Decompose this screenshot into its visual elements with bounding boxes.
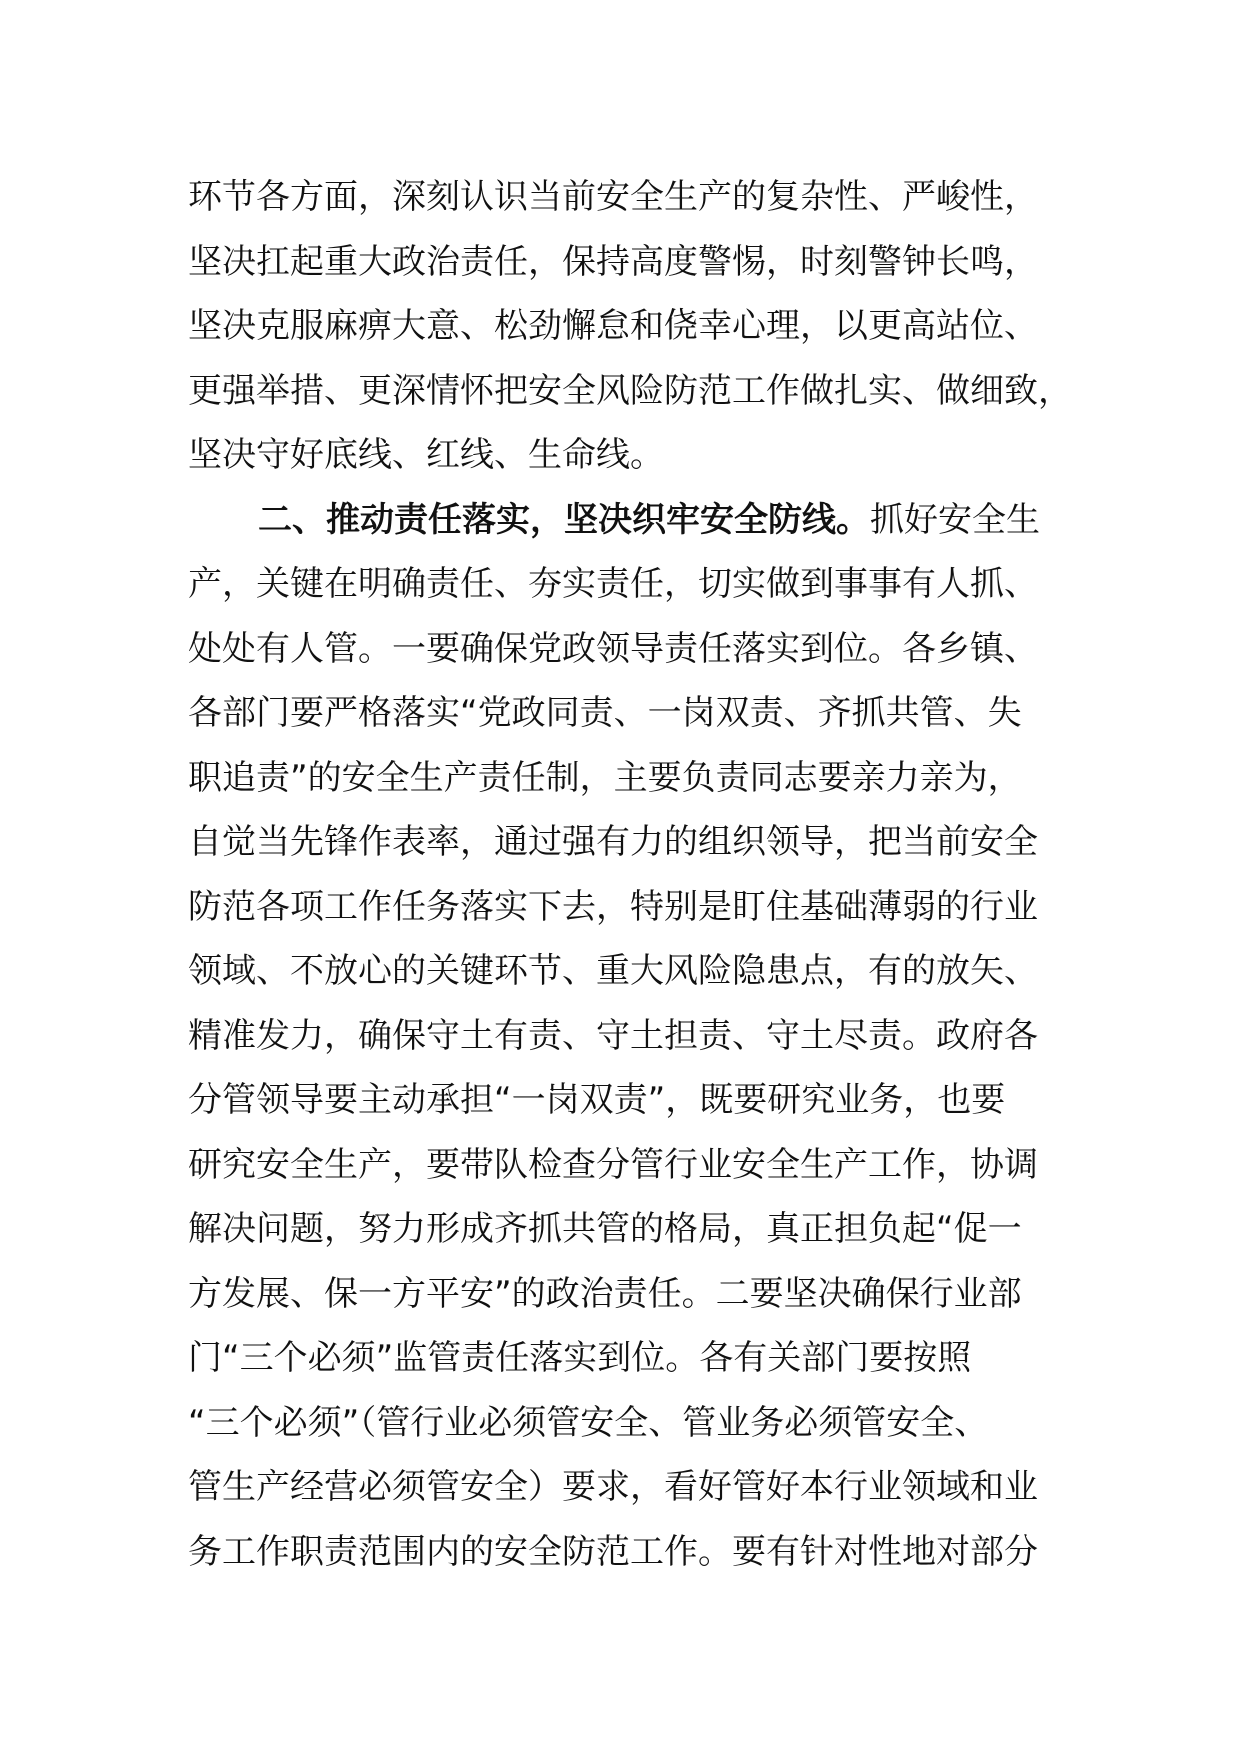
text-line: 务工作职责范围内的安全防范工作。要有针对性地对部分 (188, 1531, 1038, 1572)
text-line: 领域、不放心的关键环节、重大风险隐患点，有的放矢、 (188, 951, 1038, 991)
text-line: 处处有人管。一要确保党政领导责任落实到位。各乡镇、 (188, 628, 1038, 669)
text-line: 职追责”的安全生产责任制，主要负责同志要亲力亲为， (188, 757, 1022, 798)
text-line: 更强举措、更深情怀把安全风险防范工作做扎实、做细致， (188, 370, 1072, 411)
text-line: 产，关键在明确责任、夯实责任，切实做到事事有人抓、 (188, 564, 1038, 604)
section-heading: 二、推动责任落实，坚决织牢安全防线。 (258, 499, 870, 540)
text-line: 坚决扛起重大政治责任，保持高度警惕，时刻警钟长鸣， (188, 241, 1038, 282)
text-line: 防范各项工作任务落实下去，特别是盯住基础薄弱的行业 (188, 886, 1038, 927)
paragraph-1 (188, 165, 1088, 488)
document-body (188, 165, 1088, 1584)
text-line: 方发展、保一方平安”的政治责任。二要坚决确保行业部 (188, 1273, 1022, 1314)
text-line: 精准发力，确保守土有责、守土担责、守土尽责。政府各 (188, 1015, 1038, 1056)
text-line: 环节各方面，深刻认识当前安全生产的复杂性、严峻性， (188, 177, 1038, 217)
text-line: 管生产经营必须管安全）要求，看好管好本行业领域和业 (188, 1467, 1038, 1507)
text-line: 自觉当先锋作表率，通过强有力的组织领导，把当前安全 (188, 822, 1038, 862)
text-line: 坚决克服麻痹大意、松劲懈怠和侥幸心理，以更高站位、 (188, 306, 1038, 346)
text-line: 门“三个必须”监管责任落实到位。各有关部门要按照 (188, 1338, 972, 1378)
paragraph-2-first-line (188, 488, 1088, 553)
text-line: 分管领导要主动承担“一岗双责”，既要研究业务，也要 (188, 1080, 1006, 1120)
paragraph-2 (188, 488, 1088, 1585)
text-line: 解决问题，努力形成齐抓共管的格局，真正担负起“促一 (188, 1209, 1022, 1249)
text-line: 各部门要严格落实“党政同责、一岗双责、齐抓共管、失 (188, 693, 1022, 733)
text-run: 抓好安全生 (870, 499, 1040, 540)
text-line: 坚决守好底线、红线、生命线。 (188, 435, 664, 475)
text-line: 研究安全生产，要带队检查分管行业安全生产工作，协调 (188, 1144, 1038, 1185)
text-line: “三个必须”（管行业必须管安全、管业务必须管安全、 (188, 1402, 989, 1443)
